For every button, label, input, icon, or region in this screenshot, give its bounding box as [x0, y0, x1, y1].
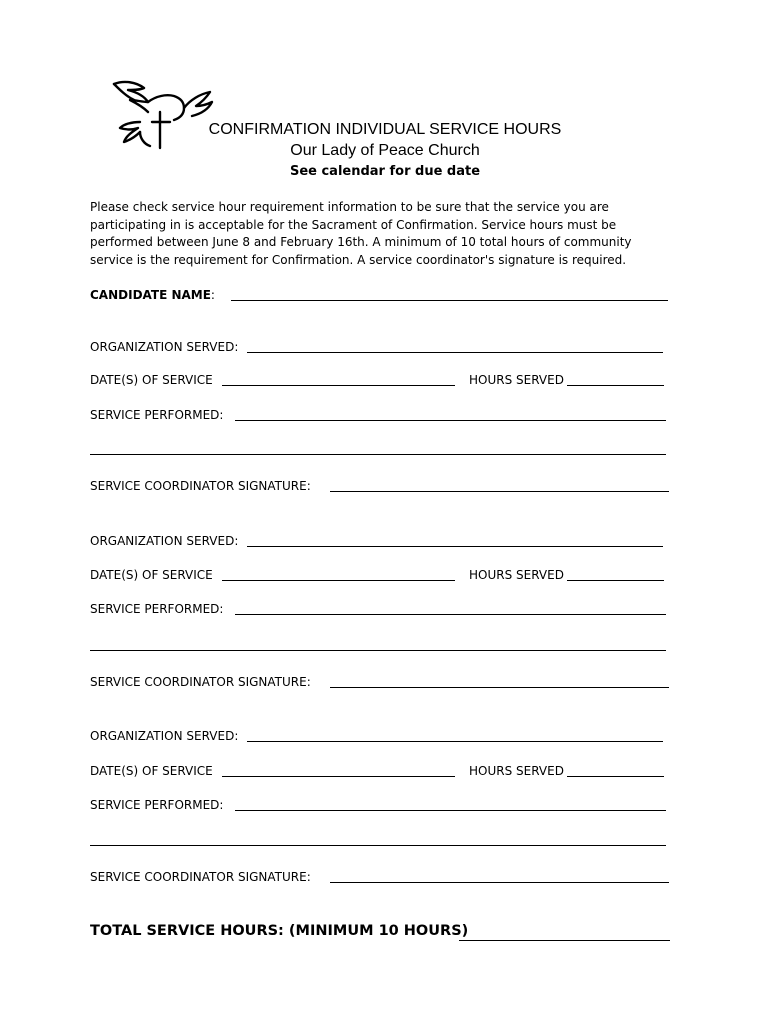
- performed-field-2b[interactable]: [90, 650, 666, 651]
- hours-label-2: HOURS SERVED: [469, 568, 564, 582]
- performed-field-1[interactable]: [235, 420, 666, 421]
- performed-label-3: SERVICE PERFORMED:: [90, 798, 224, 812]
- organization-label-2: ORGANIZATION SERVED:: [90, 534, 239, 548]
- candidate-name-label: CANDIDATE NAME: [90, 288, 211, 302]
- church-name: Our Lady of Peace Church: [290, 142, 480, 159]
- hours-field-2[interactable]: [567, 580, 664, 581]
- hours-field-3[interactable]: [567, 776, 664, 777]
- hours-field-1[interactable]: [567, 385, 664, 386]
- signature-label-2: SERVICE COORDINATOR SIGNATURE:: [90, 675, 311, 689]
- hours-label-1: HOURS SERVED: [469, 373, 564, 387]
- organization-field-1[interactable]: [247, 352, 663, 353]
- signature-field-3[interactable]: [330, 882, 669, 883]
- form-title: CONFIRMATION INDIVIDUAL SERVICE HOURS: [208, 121, 562, 138]
- dates-label-2: DATE(S) OF SERVICE: [90, 568, 213, 582]
- signature-field-1[interactable]: [330, 491, 669, 492]
- organization-label-1: ORGANIZATION SERVED:: [90, 340, 239, 354]
- candidate-name-row: [90, 287, 215, 303]
- dates-label-3: DATE(S) OF SERVICE: [90, 764, 213, 778]
- form-header: [200, 120, 570, 182]
- hours-label-3: HOURS SERVED: [469, 764, 564, 778]
- organization-label-3: ORGANIZATION SERVED:: [90, 729, 239, 743]
- candidate-name-field[interactable]: [231, 300, 668, 301]
- dates-field-3[interactable]: [222, 776, 455, 777]
- performed-field-3[interactable]: [235, 810, 666, 811]
- performed-field-1b[interactable]: [90, 454, 666, 455]
- organization-field-2[interactable]: [247, 546, 663, 547]
- performed-label-1: SERVICE PERFORMED:: [90, 408, 224, 422]
- signature-label-3: SERVICE COORDINATOR SIGNATURE:: [90, 870, 311, 884]
- signature-label-1: SERVICE COORDINATOR SIGNATURE:: [90, 479, 311, 493]
- performed-field-3b[interactable]: [90, 845, 666, 846]
- due-date-note: See calendar for due date: [289, 164, 481, 179]
- total-hours-label: TOTAL SERVICE HOURS: (MINIMUM 10 HOURS): [90, 923, 469, 939]
- dates-field-2[interactable]: [222, 580, 455, 581]
- performed-field-2[interactable]: [235, 614, 666, 615]
- performed-label-2: SERVICE PERFORMED:: [90, 602, 224, 616]
- total-hours-field[interactable]: [459, 940, 670, 941]
- dates-field-1[interactable]: [222, 385, 455, 386]
- organization-field-3[interactable]: [247, 741, 663, 742]
- dates-label-1: DATE(S) OF SERVICE: [90, 373, 213, 387]
- candidate-name-colon: :: [210, 288, 215, 302]
- instructions-paragraph: Please check service hour requirement information to be sure that the service you are participating in is acceptable for the Sacrament of Confirmation. Service hours must be performed between June 8 and February 16th. A minimum of 10 total hours of community service is the requirement for Confirmation. A service coordinator's signature is required.: [90, 200, 632, 267]
- signature-field-2[interactable]: [330, 687, 669, 688]
